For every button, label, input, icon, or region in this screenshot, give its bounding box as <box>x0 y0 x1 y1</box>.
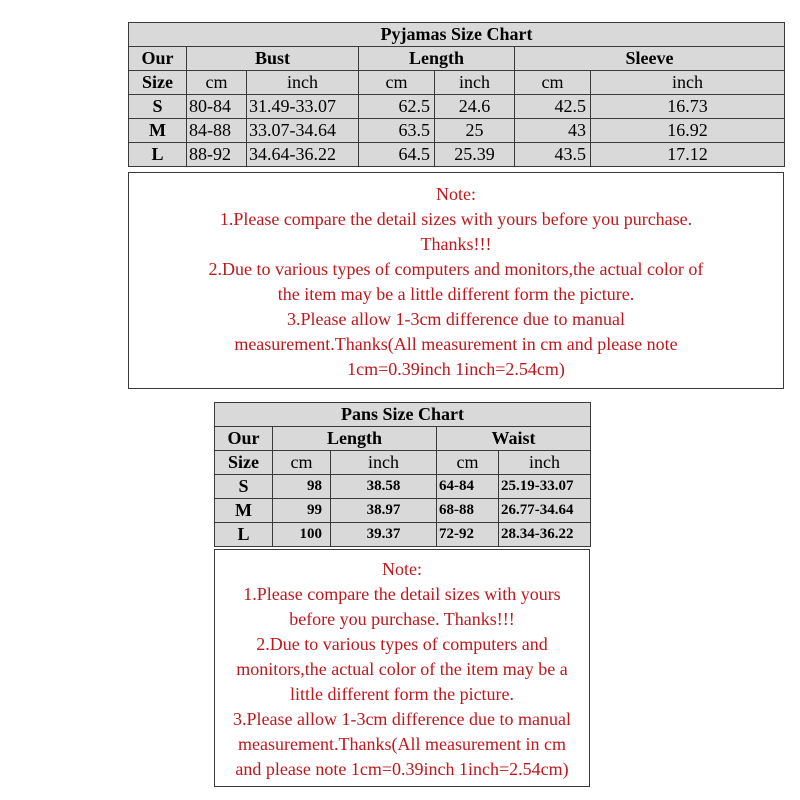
sleeve-cm-cell: 43 <box>515 119 591 143</box>
unit-cell: cm <box>437 451 499 475</box>
unit-cell: inch <box>247 71 359 95</box>
bust-cm-cell: 80-84 <box>187 95 247 119</box>
length-cm-cell: 64.5 <box>359 143 435 167</box>
note-line: 3.Please allow 1-3cm difference due to manual <box>286 309 626 329</box>
pyjamas-note <box>128 172 784 389</box>
size-cell: M <box>129 119 187 143</box>
unit-cell: cm <box>273 451 331 475</box>
size-cell: L <box>129 143 187 167</box>
table-row <box>129 119 785 143</box>
pants-size-table <box>214 402 591 547</box>
unit-cell: inch <box>591 71 785 95</box>
length-inch-cell: 39.37 <box>331 523 437 547</box>
size-cell: S <box>129 95 187 119</box>
pants-title: Pans Size Chart <box>215 403 591 427</box>
table-row <box>129 95 785 119</box>
note-line: 2.Due to various types of computers and monitors,the actual color of <box>208 259 704 279</box>
sleeve-cm-cell: 42.5 <box>515 95 591 119</box>
table-row <box>215 499 591 523</box>
note-line: little different form the picture. <box>289 684 515 704</box>
waist-inch-cell: 26.77-34.64 <box>499 499 591 523</box>
note-line: 1.Please compare the detail sizes with yours before you purchase. <box>219 209 693 229</box>
length-inch-cell: 38.58 <box>331 475 437 499</box>
length-inch-cell: 25 <box>435 119 515 143</box>
length-cm-cell: 100 <box>273 523 331 547</box>
waist-cm-cell: 64-84 <box>437 475 499 499</box>
bust-inch-cell: 33.07-34.64 <box>247 119 359 143</box>
unit-cell: inch <box>435 71 515 95</box>
sleeve-inch-cell: 17.12 <box>591 143 785 167</box>
note-line: monitors,the actual color of the item may be a <box>236 659 568 679</box>
length-cm-cell: 63.5 <box>359 119 435 143</box>
unit-cell: cm <box>515 71 591 95</box>
sleeve-inch-cell: 16.92 <box>591 119 785 143</box>
note-heading: Note: <box>436 184 476 204</box>
note-heading: Note: <box>382 559 422 579</box>
length-header: Length <box>359 47 515 71</box>
waist-inch-cell: 25.19-33.07 <box>499 475 591 499</box>
size-label: Size <box>129 71 187 95</box>
sleeve-inch-cell: 16.73 <box>591 95 785 119</box>
pyjamas-title: Pyjamas Size Chart <box>129 23 785 47</box>
note-line: measurement.Thanks(All measurement in cm and please note <box>234 334 678 354</box>
waist-cm-cell: 68-88 <box>437 499 499 523</box>
table-row <box>215 523 591 547</box>
waist-header: Waist <box>437 427 591 451</box>
pyjamas-size-table <box>128 22 785 167</box>
unit-cell: inch <box>499 451 591 475</box>
bust-cm-cell: 88-92 <box>187 143 247 167</box>
note-line: before you purchase. Thanks!!! <box>289 609 515 629</box>
length-header: Length <box>273 427 437 451</box>
bust-cm-cell: 84-88 <box>187 119 247 143</box>
length-inch-cell: 24.6 <box>435 95 515 119</box>
note-line: and please note 1cm=0.39inch 1inch=2.54cm) <box>235 759 569 779</box>
size-cell: M <box>215 499 273 523</box>
note-line: 3.Please allow 1-3cm difference due to manual <box>232 709 572 729</box>
note-line: measurement.Thanks(All measurement in cm <box>238 734 566 754</box>
our-label: Our <box>215 427 273 451</box>
note-line: the item may be a little different form the picture. <box>277 284 635 304</box>
size-cell: L <box>215 523 273 547</box>
note-line: 1cm=0.39inch 1inch=2.54cm) <box>347 359 565 379</box>
length-cm-cell: 98 <box>273 475 331 499</box>
length-inch-cell: 38.97 <box>331 499 437 523</box>
length-cm-cell: 99 <box>273 499 331 523</box>
waist-cm-cell: 72-92 <box>437 523 499 547</box>
length-inch-cell: 25.39 <box>435 143 515 167</box>
note-line: 2.Due to various types of computers and <box>256 634 548 654</box>
note-line: 1.Please compare the detail sizes with yours <box>243 584 561 604</box>
sleeve-header: Sleeve <box>515 47 785 71</box>
unit-cell: cm <box>187 71 247 95</box>
length-cm-cell: 62.5 <box>359 95 435 119</box>
sleeve-cm-cell: 43.5 <box>515 143 591 167</box>
waist-inch-cell: 28.34-36.22 <box>499 523 591 547</box>
bust-inch-cell: 31.49-33.07 <box>247 95 359 119</box>
our-label: Our <box>129 47 187 71</box>
bust-inch-cell: 34.64-36.22 <box>247 143 359 167</box>
bust-header: Bust <box>187 47 359 71</box>
pants-note <box>214 549 590 787</box>
table-row <box>215 475 591 499</box>
unit-cell: cm <box>359 71 435 95</box>
note-line: Thanks!!! <box>420 234 492 254</box>
table-row <box>129 143 785 167</box>
size-label: Size <box>215 451 273 475</box>
size-cell: S <box>215 475 273 499</box>
unit-cell: inch <box>331 451 437 475</box>
